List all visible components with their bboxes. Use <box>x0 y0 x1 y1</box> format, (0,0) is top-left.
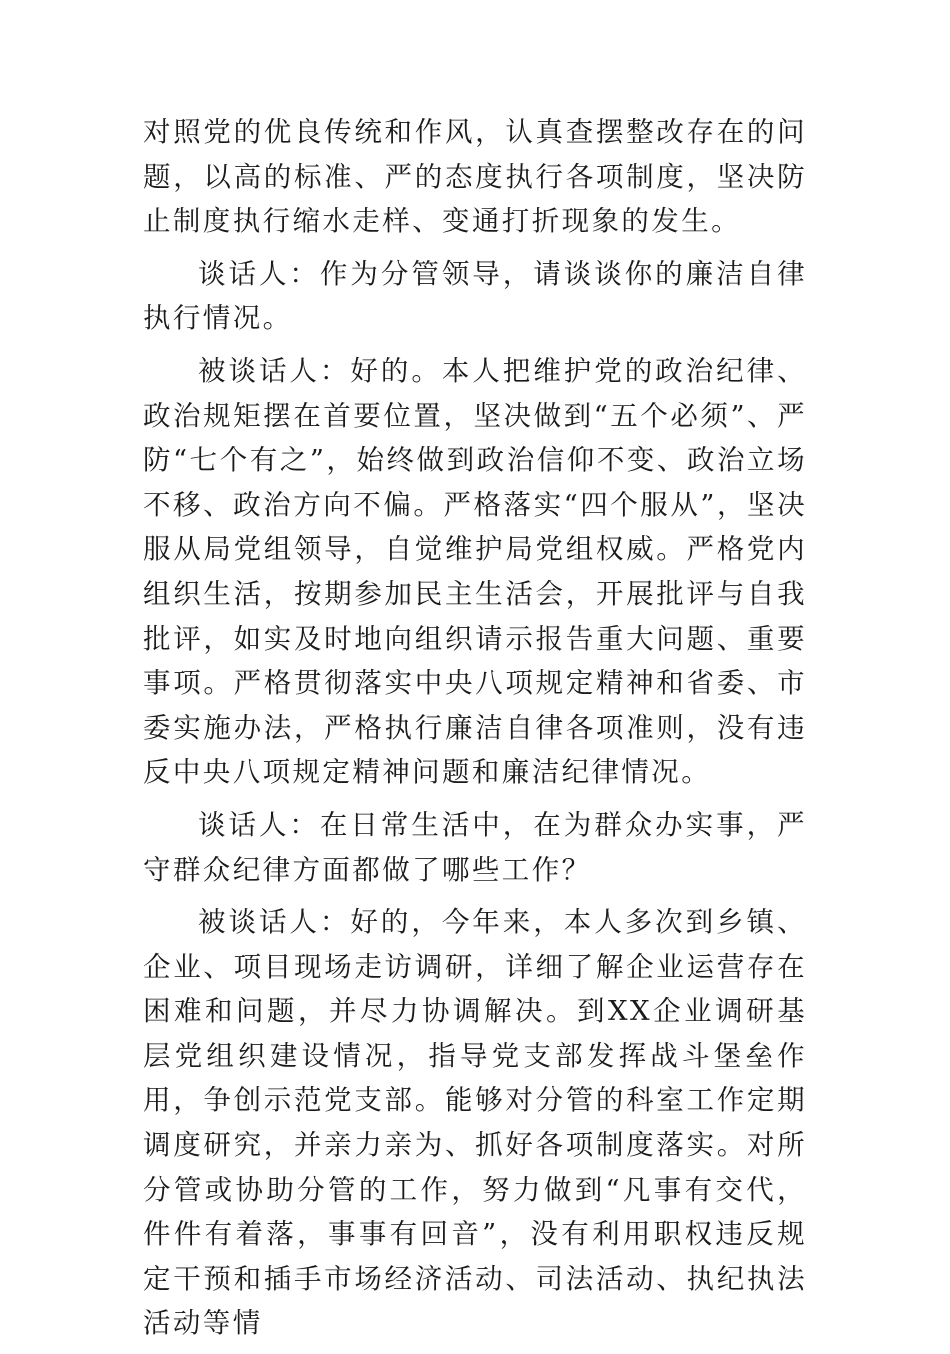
document-body <box>143 110 807 1354</box>
paragraph-interviewee-answer-1: 被谈话人：好的。本人把维护党的政治纪律、政治规矩摆在首要位置，坚决做到“五个必须”、严防“七个有之”，始终做到政治信仰不变、政治立场不移、政治方向不偏。严格落实“四个服从”，坚决服从局党组领导，自觉维护局党组权威。严格党内组织生活，按期参加民主生活会，开展批评与自我批评，如实及时地向组织请示报告重大问题、重要事项。严格贯彻落实中央八项规定精神和省委、市委实施办法，严格执行廉洁自律各项准则，没有违反中央八项规定精神问题和廉洁纪律情况。 <box>143 354 807 789</box>
paragraph-interviewer-question-2: 谈话人：在日常生活中，在为群众办实事，严守群众纪律方面都做了哪些工作？ <box>143 808 807 886</box>
paragraph-interviewer-question-1: 谈话人：作为分管领导，请谈谈你的廉洁自律执行情况。 <box>143 257 807 335</box>
paragraph-interviewee-answer-2: 被谈话人：好的，今年来，本人多次到乡镇、企业、项目现场走访调研，详细了解企业运营存在困难和问题，并尽力协调解决。到XX企业调研基层党组织建设情况，指导党支部发挥战斗堡垒作用，争创示范党支部。能够对分管的科室工作定期调度研究，并亲力亲为、抓好各项制度落实。对所分管或协助分管的工作，努力做到“凡事有交代，件件有着落，事事有回音”，没有利用职权违反规定干预和插手市场经济活动、司法活动、执纪执法活动等情 <box>143 906 807 1340</box>
paragraph-continuation: 对照党的优良传统和作风，认真查摆整改存在的问题，以高的标准、严的态度执行各项制度，坚决防止制度执行缩水走样、变通打折现象的发生。 <box>143 116 807 238</box>
